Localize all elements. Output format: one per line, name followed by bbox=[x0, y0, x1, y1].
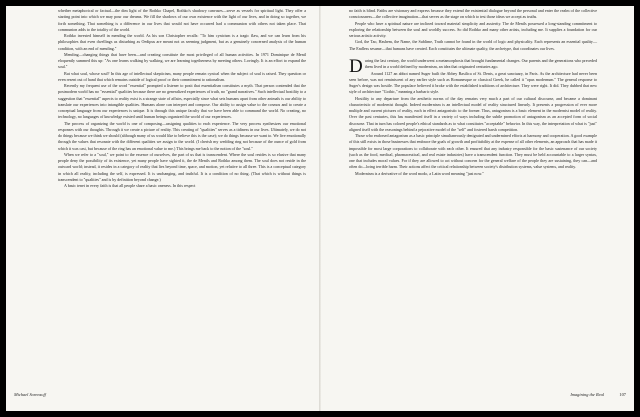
paragraph-text: The process of organizing the world is one of composing—assigning qualities to each experience. The very process synthesizes our emotional responses with our thoughts. Through it we create a picture of reality. This creating of "qualities" serves as a tidiness in our lives. Ultimately, we do not do things because we think we should (although many of us would like to believe this is the case); we do things because we want to. We live emotionally through the values that resonate with the different qualities we assign to the world. (I cherish my wedding ring not because of the ounce of gold from which it was cast, but because of the ring has an emotional value to me.) This brings me back to the notion of the "soul." bbox=[58, 120, 306, 151]
body-paragraph bbox=[58, 121, 306, 152]
body-paragraph bbox=[58, 183, 306, 189]
body-paragraph bbox=[349, 96, 597, 134]
book-title-running-footer: Imagining the Real bbox=[570, 392, 604, 397]
body-paragraph bbox=[349, 8, 597, 21]
body-paragraph bbox=[58, 52, 306, 71]
body-paragraph bbox=[349, 21, 597, 40]
body-paragraph bbox=[58, 8, 306, 33]
paragraph-text: Around 1127 an abbot named Suger built the Abbey Basilica of St. Denis, a great sanctuary, in Paris. As the architecture had never been seen before, was not reminiscent of any earlier style such as Romanesque or classical Greek, he called it "opus modernum." The general response to Suger's design was hostile. The populace believed it broke with the established traditions of architecture. They were right. It did. They dubbed that new style of architecture "Gothic," meaning a barbaric style. bbox=[349, 70, 597, 95]
paragraph-text: People who have a spiritual nature are inclined toward material simplicity and austerity. The de Menils possessed a long-standing commitment to exploring the relationship between the soul and worldly success. So did Rothko and many other artists, including me. It supplies a foundation for our serious artistic activity. bbox=[349, 20, 597, 38]
body-paragraph bbox=[349, 133, 597, 171]
paragraph-text: Hostility to any departure from the aesthetic norms of the day remains very much a part of our cultural discourse, and became a dominant characteristic of modernist thought. Indeed modernism is an intellectual model of reality structured linearly. It presents a progression of ever more multiple and current pictures of reality, each in effect antagonistic to the former. Thus, antagonism is a basic element in the modernist model of reality. Over the past centuries, this has manifested itself in a variety of ways including the subtle promotion of antagonism as an accepted form of social discourse. That in turn has colored people's ethical standards as to what constitutes "acceptable" behavior. In this way, the interpretation of what is "just" aligned itself with the reasonings behind a pejorative model of the "self" and fostered harsh competition. bbox=[349, 95, 597, 132]
body-paragraph bbox=[58, 71, 306, 84]
paragraph-text: A basic tenet in every faith is that all people share a basic oneness. In this respect bbox=[64, 183, 196, 188]
paragraph-text: God, the Tao, Hashem, the Name, the Sublime, Truth cannot be found in the world of logic and physicality. Each represents an essential quality—The Endless sesame—that humans have created. Each constitutes the ultimate quality, the archetype, that coordinates our lives. bbox=[349, 39, 597, 51]
paragraph-text: whether metaphorical or factual—the dim light of the Rothko Chapel, Rothko's shadowy canvases—serve as vessels for spiritual light. They offer a starting point into which we may pour our dreams. We fill the shadows of our own existence with the light of our lives, and in doing so together, we forth something. That something is a difference in our lives that would not have occurred had a communion with others not taken place. That communion adds to the totality of the world. bbox=[58, 8, 306, 32]
body-paragraph bbox=[58, 33, 306, 52]
paragraph-text: Modernism is a derivative of the word modo, a Latin word meaning "just now." bbox=[355, 170, 484, 176]
paragraph-text: Mending—changing things that have been—and creating constitute the most privileged of all human activities. In 1971 Dominique de Menil eloquently summed this up: "As one learns walking by walking, we are learning togetherness by meeting others. Lovingly. It is an effort to expand the soul." bbox=[58, 51, 306, 70]
paragraph-text: Rothko invested himself in mending the world. As his son Christopher recalls: "To him cynicism is a tragic flaw, and we can learn from his philosophies that even dwellings as disturbing as Oedipus are meant not as seeming judgment, but as a genuinely concerned analysis of the human condition, with an end of mending." bbox=[58, 33, 306, 51]
body-paragraph bbox=[349, 71, 597, 96]
author-running-footer: Michael Sorensoff bbox=[14, 392, 46, 397]
body-paragraph bbox=[349, 56, 597, 77]
body-paragraph bbox=[349, 39, 597, 52]
paragraph-text: Recently my frequent use of the word "essential" prompted a listener to posit that essentialism constitutes a myth. That person contended that the postmodern world has no "essential" qualities because there are no generalized experiences of truth, no "grand narratives." Such intellectual hostility to a suggestion that "essential" aspects to reality exist is a strange state of affairs, especially since what sets humans apart from other animals is our ability to translate our experiences into intangible qualities. Humans alone can interpret and compose. Our ability to assign value to the cosmos and to create a conceptual language from our experiences is unique. It is through this unique faculty that we have been able to command the world. No creating, no technology, no languages of knowledge existed until human beings organized the world of our experiences. bbox=[58, 83, 306, 120]
paragraph-text: But what soul, whose soul? In this age of intellectual skepticism, many people remain cynical when the subject of soul is raised. They question or even resent out of hand that which remains outside of logical proof or their commitment to rationalism. bbox=[58, 70, 306, 82]
body-paragraph bbox=[349, 171, 597, 177]
book-spread bbox=[6, 6, 634, 411]
right-text-column bbox=[349, 8, 597, 177]
page-number: 107 bbox=[619, 392, 626, 397]
drop-cap: D bbox=[349, 56, 363, 77]
paragraph-text: When we refer to a "soul," we point to the essence of ourselves, the part of us that is transcendent. Where the soul resides is so elusive that many people deny the possibility of its existence, yet many people have sighted it, the de Menils and Rothko among them. The soul does not reside in the outward world; instead, it resides in a category of reality that lies beyond time, space, and motion, yet relative to all three. This is a conceptual category in which all reality, including the self, is expressed. It is unchanging, and truthful. It is a condition of no thing. (That which is without things is transcendent to "qualities" and is by definition beyond change.) bbox=[58, 151, 306, 182]
body-paragraph bbox=[58, 83, 306, 121]
left-text-column bbox=[58, 8, 306, 189]
paragraph-text: uring the last century, the world underwent a metamorphosis that brought fundamental changes. Our parents and the generations who preceded them lived in a world defined by modernism, an idea that originated centuries ago. bbox=[364, 58, 597, 70]
left-page bbox=[6, 6, 319, 411]
body-paragraph bbox=[58, 152, 306, 183]
right-page bbox=[321, 6, 634, 411]
paragraph-text: no faith is blind. Faiths are visionary and express because they extend the existential dialogue beyond the personal and enter the realm of the collective consciousness—the collective imagination—that serves as the stage on which to test those ideas we accept as truths. bbox=[349, 8, 597, 20]
paragraph-text: Those who endorsed antagonism as a basic principle simultaneously denigrated and undermined efforts at harmony and cooperation. A good example of this still exists in those businesses that embrace the goals of growth and profitability at the expense of all other elements, an approach that has made it impossible for most large corporations to collaborate with each other. It ensured that any industry responsible for the basic sustenance of our society (such as the food, medical, pharmaceutical, and real estate industries) have a transcendent function. They must be held accountable to a larger syntax, one that includes moral values. For if they are allowed to act without concern for the general welfare of the people they are sustaining, they can—and often do—bring terrible harm. Their actions affect the critical relationship between society's distribution systems, value systems, and reality. bbox=[349, 133, 597, 170]
